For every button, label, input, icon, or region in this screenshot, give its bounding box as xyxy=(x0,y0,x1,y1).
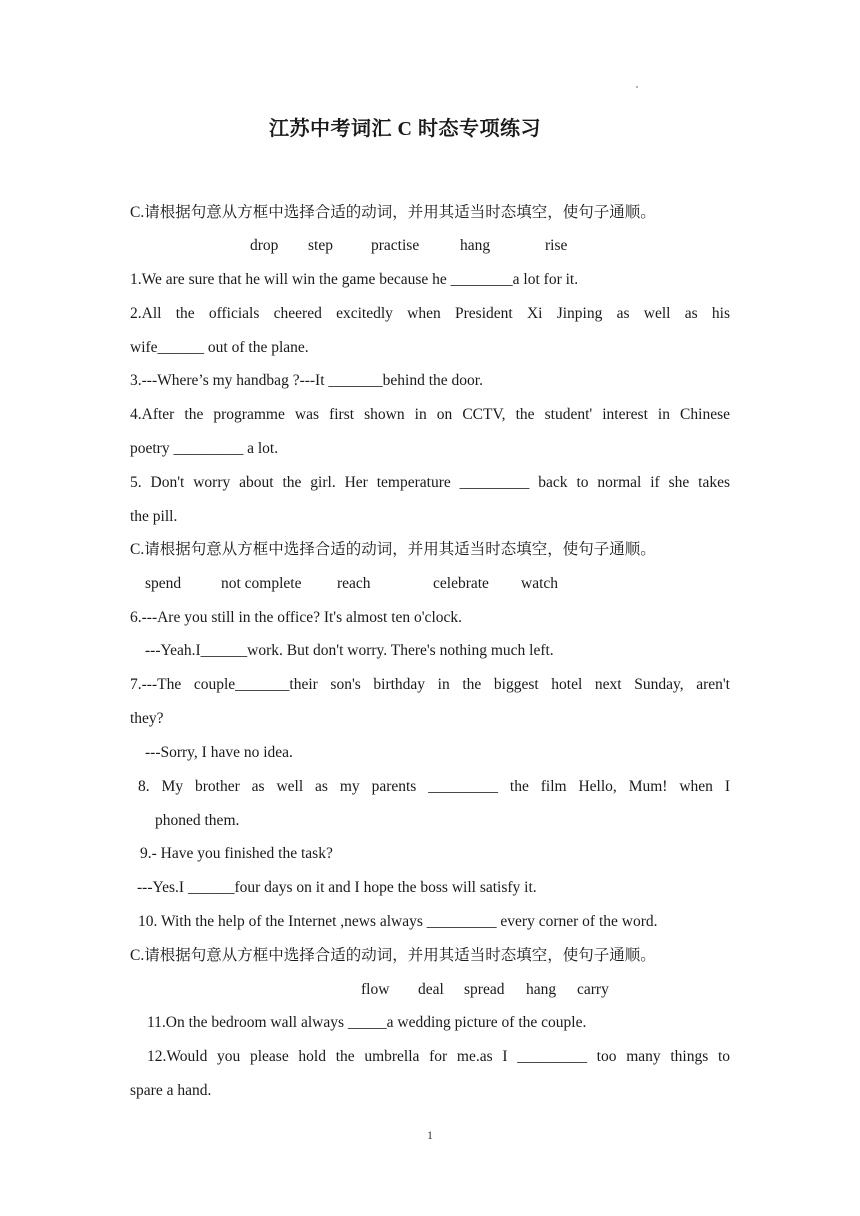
question-5-cont: the pill. xyxy=(130,508,178,525)
question-2-cont: wife______ out of the plane. xyxy=(130,339,309,356)
word-box-2 xyxy=(145,567,558,601)
word-box-2-word: not complete xyxy=(221,575,302,592)
question-4: 4.After the programme was first shown in on CCTV, the student' interest in Chinese xyxy=(130,406,730,423)
question-12: 12.Would you please hold the umbrella for me.as I _________ too many things to xyxy=(147,1048,730,1065)
word-box-1-word: hang xyxy=(460,237,491,254)
question-8-cont: phoned them. xyxy=(155,812,240,829)
question-3: 3.---Where’s my handbag ?---It _______behind the door. xyxy=(130,372,483,389)
word-box-3-word: deal xyxy=(418,981,444,998)
word-box-3-word: hang xyxy=(526,981,557,998)
question-5: 5. Don't worry about the girl. Her temperature _________ back to normal if she takes xyxy=(130,474,730,491)
page-title: 江苏中考词汇 C 时态专项练习 xyxy=(269,118,541,140)
word-box-1 xyxy=(250,229,567,263)
question-7-cont: they? xyxy=(130,710,164,727)
page-number: 1 xyxy=(427,1128,433,1142)
word-box-1-word: drop xyxy=(250,237,279,254)
instruction-3: C.请根据句意从方框中选择合适的动词，并用其适当时态填空，使句子通顺。 xyxy=(130,947,656,964)
word-box-1-word: step xyxy=(308,237,333,254)
question-6-answer: ---Yeah.I______work. But don't worry. There's nothing much left. xyxy=(145,642,554,659)
word-box-3 xyxy=(361,973,609,1007)
word-box-1-word: practise xyxy=(371,237,420,254)
question-7-answer: ---Sorry, I have no idea. xyxy=(145,744,293,761)
question-4-cont: poetry _________ a lot. xyxy=(130,440,279,457)
word-box-2-word: spend xyxy=(145,575,182,592)
word-box-2-word: celebrate xyxy=(433,575,489,592)
instruction-2: C.请根据句意从方框中选择合适的动词，并用其适当时态填空，使句子通顺。 xyxy=(130,541,656,558)
word-box-3-word: spread xyxy=(464,981,505,998)
question-9: 9.- Have you finished the task? xyxy=(140,845,333,862)
stray-dot xyxy=(636,86,638,88)
word-box-3-word: flow xyxy=(361,981,390,998)
question-8: 8. My brother as well as my parents _________ the film Hello, Mum! when I xyxy=(138,778,730,795)
question-1: 1.We are sure that he will win the game because he ________a lot for it. xyxy=(130,271,579,288)
instruction-1: C.请根据句意从方框中选择合适的动词，并用其适当时态填空，使句子通顺。 xyxy=(130,204,656,221)
question-11: 11.On the bedroom wall always _____a wedding picture of the couple. xyxy=(147,1014,587,1031)
question-9-answer: ---Yes.I ______four days on it and I hope the boss will satisfy it. xyxy=(137,879,537,896)
word-box-1-word: rise xyxy=(545,237,568,254)
question-2: 2.All the officials cheered excitedly when President Xi Jinping as well as his xyxy=(130,305,730,322)
question-12-cont: spare a hand. xyxy=(130,1082,212,1099)
question-6: 6.---Are you still in the office? It's almost ten o'clock. xyxy=(130,609,463,626)
word-box-2-word: reach xyxy=(337,575,371,592)
word-box-2-word: watch xyxy=(521,575,559,592)
word-box-3-word: carry xyxy=(577,981,609,998)
question-10: 10. With the help of the Internet ,news always _________ every corner of the word. xyxy=(138,913,658,930)
question-7: 7.---The couple_______their son's birthday in the biggest hotel next Sunday, aren't xyxy=(130,676,730,693)
